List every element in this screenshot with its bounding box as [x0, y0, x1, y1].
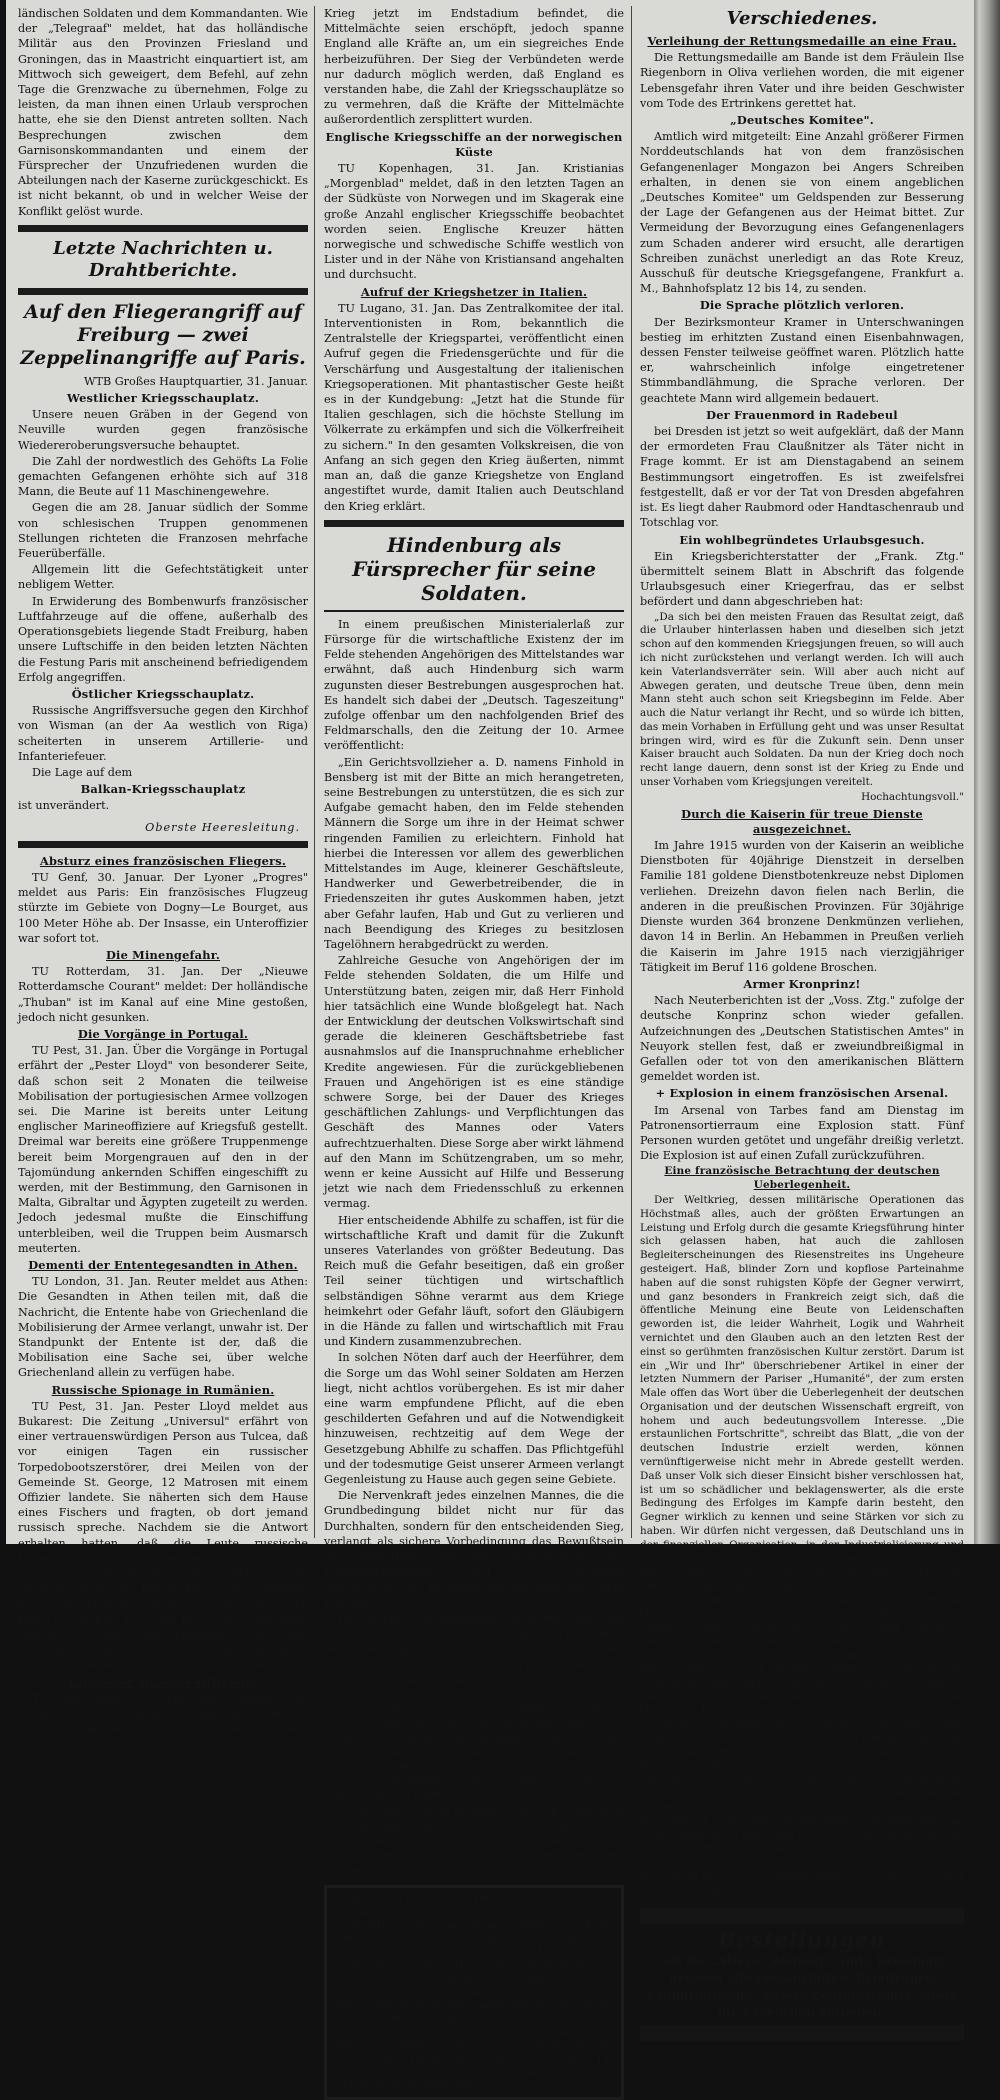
article-paragraph: Gegen die am 28. Januar südlich der Somme von schlesischen Truppen genommenen Stellungen richteten die Franzosen mehrfache Feuerüberfälle. — [18, 501, 308, 561]
subheading: Aufruf der Kriegshetzer in Italien. — [360, 284, 588, 299]
subheading: + Explosion in einem französischen Arsenal. — [655, 1086, 949, 1101]
column-divider — [631, 6, 632, 1538]
signature: Oberste Heeresleitung. — [145, 820, 300, 834]
separator — [324, 610, 624, 612]
article-paragraph: bei Dresden ist jetzt so weit aufgeklärt, daß der Mann der ermordeten Frau Claußnitzer als Täter nicht in Frage kommt. Er ist am Dienstagabend an seinem Bestimmungsort eingetroffen. Es ist zweifelsfrei festgestellt, daß er vor der Tat von Dresden abgefahren ist. Es liegt daher Raubmord oder Handtaschenraub und Totschlag vor. — [640, 425, 964, 530]
article-paragraph: ländischen Soldaten und dem Kommandanten. Wie der „Telegraaf" meldet, hat das holländische Militär aus den Provinzen Friesland und Groningen, das in Maastricht einquartiert ist, am Mittwoch sich geweigert, dem Befehl, auf zehn Tage die Grenzwache zu übernehmen, Folge zu leisten, da man ihnen einen Urlaub versprochen hatte, ehe sie den Dienst antreten sollten. Nach Besprechungen zwischen dem Garnisonskommandanten und einem der Fürsprecher der Unzufriedenen wurden die Abteilungen nach der Kaserne zurückgeschickt. Es ist nicht bekannt, ob und in welcher Weise der Konflikt gelöst wurde. — [18, 7, 309, 218]
article-paragraph: TU Amsterdam, 31. Jan. Aus London wird gemeldet, in einer Ansprache gegenüber den an die Front gehenden Offizieren sagte Kitchener, daß sich der — [18, 1691, 308, 1751]
article-paragraph: TU Kopenhagen, 31. Jan. Kristianias „Morgenblad" meldet, daß in den letzten Tagen an der Südküste von Norwegen und im Skagerak eine große Anzahl englischer Kriegsschiffe beobachtet worden seien. Englische Kreuzer hätten norwegische und schwedische Schiffe westlich von Lister und in der Nähe von Kristiansand angehalten und durchsucht. — [324, 162, 624, 282]
separator — [18, 225, 308, 232]
page-edge — [974, 0, 1000, 1544]
separator — [18, 841, 308, 848]
subheading: Ein wohlbegründetes Urlaubsgesuch. — [679, 532, 925, 547]
humor-text: Feldgrauer Humor. General Sarrail liest im griechischen Salonikt, um Zeit zu Heldentaten zu begeistern, fleißig im Homer (Ilias). — König Konstantin ist, wie die Gesandten der Entente jetzt erfahren haben, von deutschen Hypnotiseuren hypnotisiert worden. Das stimmt tatsächlich. Das beste Mittel, um jemanden zu hypnotisieren, ist bekanntlich, ihm etwas Glänzendes vor die Augen zu halten, und die Deutschen haben ihm die glänzenden Siege vorgehalten. Die Entente versucht jetzt auch ihrer Glanzwiche, aber die scheint auf Konstantin nicht so zu wirken. — Theaterzettel. Entente-Theater in Stutari. Heute und für kurze Zeit: Die bevormundeten Mächte. In Vorbereitung: Der Widerspenstigen Zähmung. — [333, 1892, 615, 2092]
article-paragraph: ist unverändert. — [18, 799, 110, 813]
article-paragraph: An den Herrn Reichskanzler, das Königl. Kriegsministerium, das Reichsamt des Innern, das Reichsschatzamt, das Reichsjustizamt, das Königl. Preußische Justizministerium, das Königl. Preußische Ministerium des Innern." — [324, 1732, 624, 1800]
article-paragraph: Die Lage auf dem — [32, 765, 133, 779]
article-paragraph: Die Zahl der nordwestlich des Gehöfts La Folie gemachten Gefangenen erhöhte sich auf 318 Mann, die Beute auf 11 Maschinengewehre. — [18, 454, 308, 499]
separator — [640, 1908, 964, 1924]
article-paragraph: „Da sich bei den meisten Frauen das Resultat zeigt, daß die Urlauber hinterlassen haben und dieselben sich jetzt schon auf den kommenden Kriegsjungen freuen, so will auch ich nicht zurückstehen und verlangt werden. Ich will auch kein Vaterlandsverräter sein. Will aber auch nicht auf Abwegen geraten, und deutsche Treue üben, denn mein Mann steht auch schon seit Kriegsbeginn im Felde. Aber auch die Natur verlangt ihr Recht, und so würde ich bitten, das mein Vorhaben in Erfüllung geht und was unser Resultat bringen wird, wird es für die Zukunft sein. Denn unser Kaiser braucht auch Soldaten. Da nun der Krieg doch noch recht lange dauern, denn sonst ist der Krieg zu Ende und unser Vorhaben vom Kriegsjungen vereitelt. — [640, 610, 964, 789]
separator — [640, 2025, 964, 2041]
humor-box — [324, 1885, 624, 2100]
hindenburg-headline: Hindenburg als Fürsprecher für seine Soldaten. — [352, 532, 596, 605]
section-title: Letzte Nachrichten u. Drahtberichte. — [53, 237, 273, 281]
article-paragraph: TU Pest, 31. Jan. Über die Vorgänge in Portugal erfährt der „Pester Lloyd" von besonderer Seite, daß schon seit 2 Monaten die teilweise Mobilisation der portugiesischen Armee vollzogen sei. Die Marine ist bereits unter Leitung englischer Marineoffiziere auf Kriegsfuß gestellt. Dreimal war bereits eine größere Truppenmenge bereit beim Morgengrauen auf den in der Tajomündung ankernden Schiffen eingeschifft zu werden, mit der Bestimmung, den Garnisonen in Malta, Gibraltar und Ägypten zugeteilt zu werden. Jedoch jedesmal mußte die Einschiffung unterbleiben, weil die Truppen beim Ausmarsch meuterten. — [18, 1044, 308, 1255]
article-paragraph: Hier entscheidende Abhilfe zu schaffen, ist für die wirtschaftliche Kraft und damit für die Zukunft unseres Vaterlandes von größter Bedeutung. Das Reich muß die Gefahr beseitigen, daß ein großer Teil seiner tüchtigen und wirtschaftlich selbständigen Söhne verarmt aus dem Kriege heimkehrt oder Gefahr läuft, sofort den Gläubigern in die Hände zu fallen und wirtschaftlich mit Frau und Kindern zusammenzubrechen. — [324, 1213, 624, 1349]
main-headline: Auf den Fliegerangriff auf Freiburg — zwei Zeppelinangriffe auf Paris. — [20, 300, 306, 369]
order-text: auf die „Alzeyer Zeitung", amtl. Kreisblatt nehmen alle Postanstalten, Briefträger, Landbriefträger, unsere Zeitungsträger, sowie die Expedition entgegen. — [646, 1953, 958, 2019]
article-paragraph: „Ein Gerichtsvollzieher a. D. namens Finhold in Bensberg ist mit der Bitte an mich herangetreten, seine Bestrebungen zu unterstützen, die es sich zur Aufgabe gemacht haben, den im Felde stehenden Männern die Sorge um ihre in der Heimat schwer ringenden Familien zu erleichtern. Finhold hat hierbei die Interessen vor allem des gewerblichen Mittelstandes im Auge, kleinerer Geschäftsleute, Handwerker und Gewerbetreibender, die in Friedenszeiten ihr gutes Auskommen haben, jetzt aber Gefahr laufen, Hab und Gut zu verlieren und nach Beendigung des Krieges zu besitzlosen Tagelöhnern herabgedrückt zu werden. — [324, 755, 624, 951]
article-paragraph: Krieg jetzt im Endstadium befindet, die Mittelmächte seien erschöpft, jedoch spanne England alle Kräfte an, um ein siegreiches Ende herbeizuführen. Der Sieg der Verbündeten werde nur dadurch möglich werden, daß England es verstanden habe, die Zahl der Kriegsschauplätze so zu vermehren, daß die Kräfte der Mittelmächte außerordentlich zersplittert wurden. — [324, 7, 624, 127]
article-paragraph: Die Rettungsmedaille am Bande ist dem Fräulein Ilse Riegenborn in Oliva verliehen worden, die mit eigener Lebensgefahr ihren Vater und ihre beiden Geschwister vom Tode des Ertrinkens gerettet hat. — [640, 51, 964, 110]
article-paragraph: TU Pest, 31. Jan. Pester Lloyd meldet aus Bukarest: Die Zeitung „Universul" erfährt von einer vertrauenswürdigen Person aus Tulcea, daß vor einigen Tagen ein russischer Torpedobootszerstörer, drei Meilen von der Gemeinde St. George, 12 Matrosen mit einem Offizier landete. Sie näherten sich dem Hause eines Fischers und fragten, ob dort jemand russisch spreche. Nachdem sie die Antwort erhalten hatten, daß die Leute russische Untertanen seien, begannen sie dieselben auszufragen, ob der Teich Erinischuk, wo die russische Armee im Kriege 1877—78 vorbeikam, noch vorhanden sei, wie weit es zum König Karl-Kanal sei, welche Tiefe und Breite der Kanal habe und wo der neue Prinz Ferdinand-Kanal liege. Während der ganzen Zeit des Verhörs leuchtete die Scheinwerfer des Zerstörers die Gegend ab. — [18, 1399, 308, 1672]
separator — [18, 288, 308, 295]
separator — [324, 520, 624, 527]
column-divider — [314, 6, 315, 1538]
article-paragraph: Amtlich wird mitgeteilt: Eine Anzahl größerer Firmen Norddeutschlands hat von dem französischen Gefangenenlager Mongazon bei Angers Schreiben erhalten, in denen sie von einem angeblichen „Deutsches Komitee" um Geldspenden zur Besserung der Lage der Gefangenen aus der Heimat bittet. Zur Vermeidung der Bevorzugung eines Gefangenenlagers zum Schaden anderer wird ersucht, alle derartigen Schreiben zunächst unerledigt an das Rote Kreuz, Ausschuß für deutsche Kriegsgefangene, Frankfurt a. M., Bahnhofsplatz 12 bis 14, zu senden. — [640, 130, 964, 296]
article-paragraph: Russische Angriffsversuche gegen den Kirchhof von Wisman (an der Aa westlich von Riga) scheiterten in unserem Artillerie- und Infanteriefeuer. — [18, 704, 308, 763]
order-title: Bestellungen — [718, 1926, 886, 1952]
article-paragraph: Ein Kriegsberichterstatter der „Frank. Ztg." übermittelt seinem Blatt in Abschrift das folgende Urlaubsgesuch einer Kriegerfrau, das er selbst befördert und dann abgeschrieben hat: — [640, 549, 964, 609]
subheading: Durch die Kaiserin für treue Dienste ausgezeichnet. — [681, 806, 923, 836]
section-title: Verschiedenes. — [726, 8, 878, 29]
dateline: WTB Großes Hauptquartier, 31. Januar. — [83, 374, 308, 388]
subheading: Kitchener an seine Offiziere. — [68, 1674, 258, 1689]
article-paragraph: In einem preußischen Ministerialerlaß zur Fürsorge für die wirtschaftliche Existenz der im Felde stehenden Angehörigen des Mittelstandes war erwähnt, daß auch Hindenburg sich warm zugunsten dieser Bestrebungen ausgesprochen hat. Es handelt sich dabei der „Deutsch. Tageszeitung" zufolge offenbar um den nachfolgenden Brief des Feldmarschalls, den die Zeitung der 10. Armee veröffentlicht: — [324, 617, 624, 753]
article-paragraph: Wenn irgend etwas geeignet war, den verdienten Feldmarschall dem Herzen des deutschen Volkes noch näher zu bringen, als es schon der Fall war, dann ist es sicherlich das hier wiedergegebene Schreiben. — [324, 1803, 624, 1878]
column-right — [640, 6, 964, 2019]
order-advertisement — [640, 1908, 964, 2041]
signature: v. Hindenburg, — [429, 1688, 533, 1702]
article-paragraph: Nach Neuterberichten ist der „Voss. Ztg." zufolge der deutsche Konprinz schon wieder gefallen. Aufzeichnungen des „Deutschen Statistischen Amtes" in Neuyork stellen fest, daß er zweiundbreißigmal in Gefallen oder tot von den amerikanischen Blättern gemeldet worden ist. — [640, 994, 964, 1084]
article-paragraph: Der Weltkrieg, dessen militärische Operationen das Höchstmaß alles, auch der größten Erwartungen an Leistung und Erfolg durch die gesamte Kriegsführung hinter sich gelassen haben, hat auch die zahllosen Begleiterscheinungen des Riesenstreites ins Ungeheure gesteigert. Haß, blinder Zorn und kopflose Parteinahme haben auf die sonst ruhigsten Köpfe der Gegner verwirrt, und ganz besonders in Frankreich zeigt sich, daß die öffentliche Meinung eine Beute von Leidenschaften geworden ist, die leider Wahrheit, Logik und Wahrheit vernichtet und den Glauben auch an den letzten Rest der einst so gerühmten französischen Kultur zerstört. Darum ist ein „Wir und Ihr" überschriebener Artikel in einer der letzten Nummern der Pariser „Humanité", der zum ersten Male offen das Wort über die Ueberlegenheit der deutschen Organisation und der deutschen Wissenschaft ergreift, von hohem und auch bedeutungsvollem Interesse. „Die erstaunlichen Fortschritte", schreibt das Blatt, „die von der deutschen Industrie erzielt werden, können vernünftigerweise nicht mehr in Abrede gestellt werden. Daß unser Volk sich dieser Einsicht bisher verschlossen hat, ist um so schädlicher und beklagenswerter, als die erste Bedingung des Erfolges im Kampfe darin besteht, den Gegner wirklich zu kennen und seine Stärken vor sich zu haben. Wir dürfen nicht vergessen, daß Deutschland uns in der finanziellen Organisation, in der Industrialisierung und Wissenschaft in solchem Maße überlegen ist, daß wir, ob wir nun wollen oder nicht, das deutsche Beispiel und die Methoden nachahmen. Ganz besonders deutlich erscheint dies auf dem Gebiete der Chemie. Wir besitzen die chemischen Erzeugnisse nicht nur zur Herstellung von Seifen, Schönheitsartikeln und Arzneien; es gibt heute noch eine große Industrie, die nur die Bedürfnisse des Friedens oder des Krieges zu befriedigen bestimmt sein, die nicht in hohem Maße von der Chemie abhängig ist. Wir müssen deshalb uns klar darüber sein, daß die Zukunft der Chemie, die zur Gegenwart geworden ist, deutsch ist, und eine chemische Industrie von ungeheurem Umfang ausgebildet. Es ist kein Geheimnis, daß wir in dieser unentbehrlichen Dingen der Industrie von den Deutschen abhängig sind, und daß wir eben durch die Abschließung der Handelsbeziehungen große Verluste erlitten haben. Viele unserer Betriebe mußten geschlossen werden, weil ihnen die deutschen Erzeugnisse nicht aufrechterhalten werden konnten. Der hohe Wert des technischen Personals in Deutschland, seine Entschlußfähigkeit, sein Wagemut und seine Kühnheit auf geistigem Gebiete, seine Willenskraft und Arbeitsamkeit sind uns in vielen Fällen weit voraus. Wir müssen uns auf zahlreichen Gebieten heute — nach deutschem Muster — in Angriff nehmen, was unsere Gegner bereits vollendet haben." — [640, 1193, 964, 1896]
signature: Hochachtungsvoll." — [861, 790, 964, 803]
article-paragraph: Zahlreiche Gesuche von Angehörigen der im Felde stehenden Soldaten, die um Hilfe und Unterstützung baten, zeigen mir, daß Herr Finhold hier tatsächlich eine Wunde bloßgelegt hat. Nach der Entwicklung der deutschen Volkswirtschaft sind gerade die kleineren Geschäftsbetriebe fast ausnahmslos auf die Inanspruchnahme erheblicher Kredite angewiesen. Für die zurückgebliebenen Frauen und Angehörigen ist es eine ständige schwere Sorge, bei der Dauer des Krieges geschäftlichen Zahlungs- und Verpflichtungen das Geschäft des Mannes oder Vaters aufrechtzuerhalten. Diese Sorge aber wirkt lähmend auf den Mann im Schützengraben, um so mehr, wenn er keine Aussicht auf Hilfe und Besserung jetzt wie nach dem Friedensschluß zu erkennen vermag. — [324, 954, 624, 1211]
subheading: Der Frauenmord in Radebeul — [706, 407, 898, 422]
subheading: Englische Kriegsschiffe an der norwegischen Küste — [325, 129, 623, 159]
article-paragraph: In Erwiderung des Bombenwurfs französischer Luftfahrzeuge auf die offene, außerhalb des Operationsgebiets liegende Stadt Freiburg, haben unsere Luftschiffe in den beiden letzten Nächten die Festung Paris mit anscheinend befriedigendem Erfolg angegriffen. — [18, 594, 308, 684]
article-paragraph: Der Bezirksmonteur Kramer in Unterschwaningen bestieg im erhitzten Zustand einen Eisenbahnwagen, dessen Fenster teilweise geöffnet waren. Plötzlich hatte er, wahrscheinlich infolge eingetretener Stimmbandlähmung, die Sprache verloren. Der geachtete Mann wird allgemein bedauert. — [640, 315, 964, 405]
article-paragraph: Im Arsenal von Tarbes fand am Dienstag im Patronensortierraum eine Explosion statt. Fünf Personen wurden getötet und ungefähr dreißig verletzt. Die Explosion ist auf einen Zufall zurückzuführen. — [640, 1103, 964, 1163]
subheading: Die Vorgänge in Portugal. — [77, 1026, 249, 1041]
article-paragraph: TU Lugano, 31. Jan. Das Zentralkomitee der ital. Interventionisten in Rom, bekanntlich die Zentralstelle der Kriegspartei, veröffentlicht einen Aufruf gegen die Friedensgerüchte und für die Verschärfung und Ausgestaltung der italienischen Kriegsoperationen. Mit phantastischer Geste heißt es in der Kundgebung: „Jetzt hat die Stunde für Italien geschlagen, sich die höchste Stellung im Völkerrate zu erkämpfen und sich die Völkerfreiheit zu sichern." In den gesamten Volkskreisen, die von Anfang an sich gegen den Krieg äußerten, nimmt man an, daß die ganze Kriegshetze von England angestiftet wurde, damit Italien auch Deutschland den Krieg erklärt. — [324, 301, 624, 513]
article-paragraph: Die großen Verschiebungen im Wirtschaftsleben der Nation, wie sie jetzt schon und ganz besonders nach Beendigung des Krieges vor sich gehen werden, müssen ein wirtschaftlich gesundes und entwicklungsfähiges Volk vorfinden. — [324, 1611, 624, 1686]
subheading: Die Minengefahr. — [105, 947, 221, 962]
subheading: Verleihung der Rettungsmedaille an eine Frau. — [647, 34, 957, 48]
subheading: Armer Kronprinz! — [743, 976, 861, 991]
article-paragraph: Allgemein litt die Gefechtstätigkeit unter nebligem Wetter. — [18, 563, 308, 592]
subheading: Westlicher Kriegsschauplatz. — [67, 391, 259, 406]
article-paragraph: TU Rotterdam, 31. Jan. Der „Nieuwe Rotterdamsche Courant" meldet: Der holländische „Thuban" ist im Kanal auf eine Mine gestoßen, jedoch nicht gesunken. — [18, 965, 308, 1024]
article-paragraph: TU London, 31. Jan. Reuter meldet aus Athen: Die Gesandten in Athen teilen mit, daß die Nachricht, die Entente habe von Griechenland die Mobilisierung der Armee verlangt, unwahr ist. Der Standpunkt der Entente ist der, daß die Mobilisation eine Sache sei, über welche Griechenland allein zu verfügen habe. — [18, 1275, 308, 1380]
subheading: Balkan-Kriegsschauplatz — [80, 782, 246, 797]
newspaper-page — [6, 0, 974, 2092]
article-paragraph: In solchen Nöten darf auch der Heerführer, dem die Sorge um das Wohl seiner Soldaten am Herzen liegt, nicht achtlos vorübergehen. Es ist mir daher eine warm empfundene Pflicht, auf die eben geschilderten Gefahren und auf die Notwendigkeit hinzuweisen, rechtzeitig auf dem Wege der Gesetzgebung Abhilfe zu schaffen. Das Pflichtgefühl und der todesmutige Geist unserer Armeen verlangt Gegenleistung zu Hause auch gegen seine Gebiete. — [324, 1351, 624, 1487]
article-paragraph: Unsere neuen Gräben in der Gegend von Neuville wurden gegen französische Wiedereroberungsversuche behauptet. — [18, 408, 308, 452]
article-paragraph: Im Jahre 1915 wurden von der Kaiserin an weibliche Dienstboten für 40jährige Dienstzeit in derselben Familie 181 goldene Dienstbotenkreuze nebst Diplomen verliehen. Dreizehn davon fielen nach Berlin, die anderen in die preußischen Provinzen. Für 30jährige Dienste wurden 364 bronzene Denkmünzen verliehen, davon 14 in Berlin. An Hebammen in Preußen verlieh die Kaiserin im Jahre 1915 nach vierzigjähriger Tätigkeit im Beruf 116 goldene Broschen. — [640, 839, 964, 974]
subheading: „Deutsches Komitee". — [730, 113, 874, 128]
subheading: Russische Spionage in Rumänien. — [51, 1382, 275, 1397]
signature-title: Generalfeldmarschall und Oberbefehlshaber der gesamten deutschen Streitkräfte im Osten. — [352, 1704, 610, 1730]
column-left — [18, 6, 309, 1751]
article-paragraph: TU Genf, 30. Januar. Der Lyoner „Progres" meldet aus Paris: Ein französisches Flugzeug stürzte im Gebiete von Dogny—Le Bourget, aus 100 Meter Höhe ab. Der Insasse, ein Unteroffizier war sofort tot. — [18, 870, 308, 945]
subheading: Östlicher Kriegsschauplatz. — [71, 686, 255, 701]
subheading: Die Sprache plötzlich verloren. — [699, 298, 905, 313]
column-middle — [324, 6, 624, 2092]
subheading: Eine französische Betrachtung der deutschen Ueberlegenheit. — [664, 1165, 940, 1192]
article-paragraph: Die Nervenkraft jedes einzelnen Mannes, die die Grundbedingung bildet nicht nur für das Durchhalten, sondern für den entscheidenden Sieg, verlangt als sichere Vorbedingung das Bewußtsein der Sicherheit und der Sicherstellung der Daheimgebliebenen und die Hoffnung emporstrebender Betätigungsmöglichkeit nach dem Frieden. — [324, 1489, 624, 1609]
subheading: Dementi der Ententegesandten in Athen. — [28, 1258, 298, 1273]
subheading: Absturz eines französischen Fliegers. — [39, 853, 287, 868]
